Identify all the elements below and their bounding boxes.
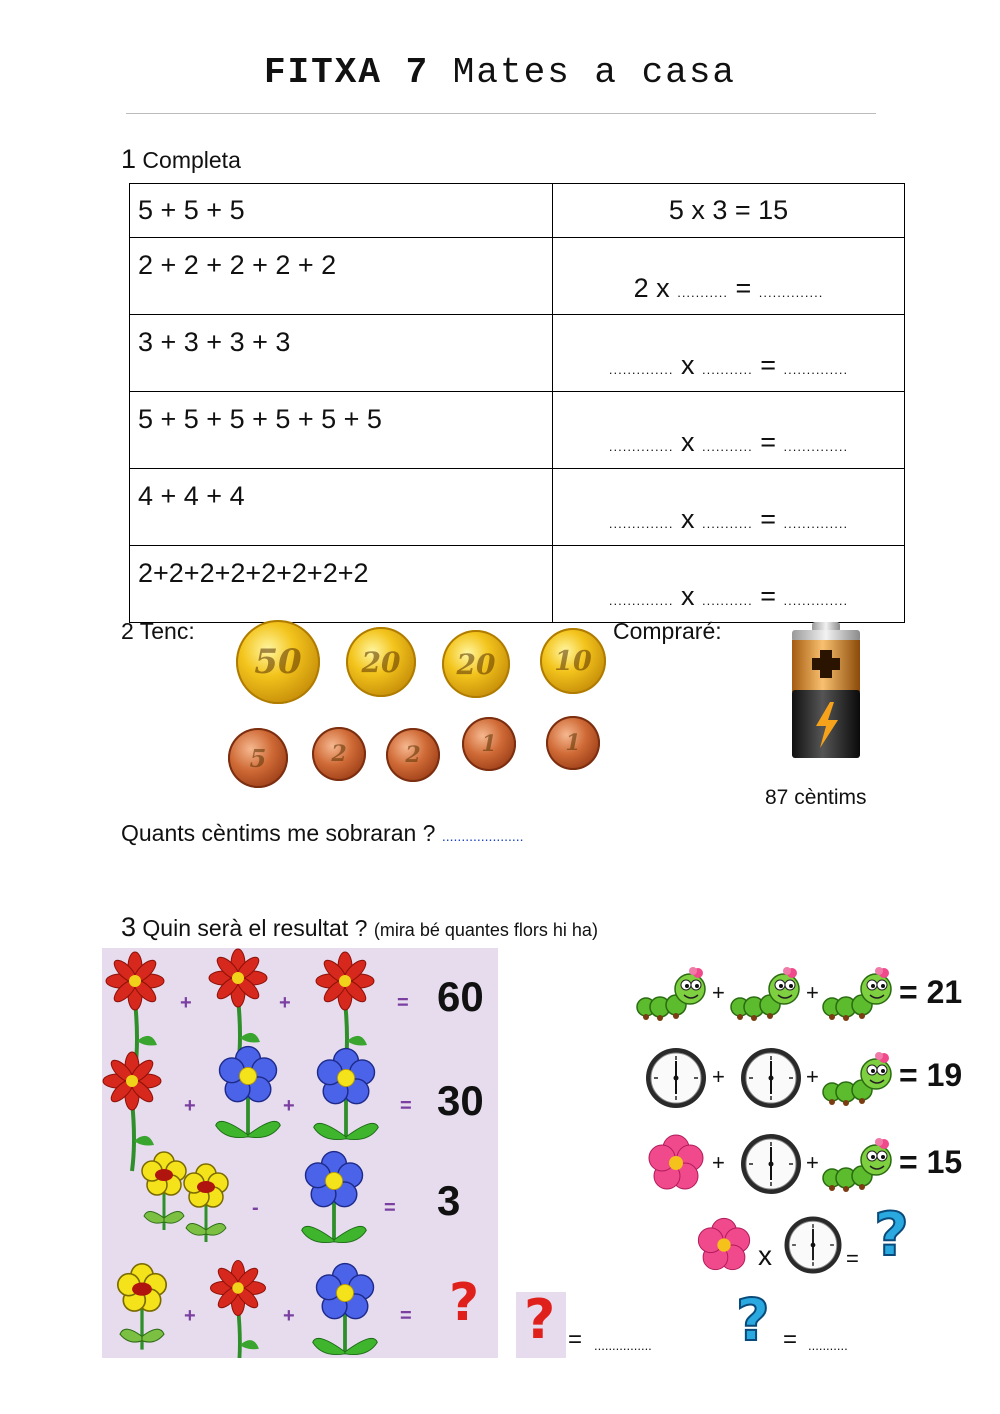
equals-sign: = (568, 1326, 583, 1353)
operator: + (180, 992, 192, 1014)
answer-cell[interactable]: .............. x ........... = .............. (553, 469, 905, 546)
section3-heading: 3 Quin serà el resultat ? (mira bé quantes flors hi ha) (121, 912, 598, 942)
operator: + (279, 992, 291, 1014)
coin-50-cent: 50 (236, 620, 320, 704)
coin-1-cent: 1 (546, 716, 600, 770)
coin-2-cent: 2 (386, 728, 440, 782)
battery-price: 87 cèntims (765, 786, 867, 809)
table-row (130, 392, 905, 469)
blank-result[interactable]: .............. (783, 516, 849, 531)
operator: + (712, 980, 725, 1005)
blank-result[interactable]: .............. (783, 593, 849, 608)
sum-cell: 5 + 5 + 5 (130, 184, 553, 238)
answer-blank[interactable]: ........... (808, 1338, 848, 1353)
result-value: 3 (437, 1177, 461, 1224)
operator: = (400, 1305, 412, 1327)
table-row (130, 315, 905, 392)
clock-icon (741, 1048, 801, 1108)
battery-icon (786, 620, 866, 764)
result-value: = 21 (899, 974, 963, 1010)
sum-cell: 4 + 4 + 4 (130, 469, 553, 546)
blank-factor[interactable]: .............. (608, 439, 674, 454)
sum-cell: 5 + 5 + 5 + 5 + 5 + 5 (130, 392, 553, 469)
blank-factor[interactable]: .............. (608, 516, 674, 531)
coin-10-cent: 10 (540, 628, 606, 694)
blank-factor[interactable]: ........... (677, 285, 728, 300)
operator: + (283, 1095, 295, 1117)
blank-factor[interactable]: ........... (701, 362, 753, 377)
answer-cell[interactable]: .............. x ........... = .............. (553, 392, 905, 469)
yellow-flower-icon (184, 1164, 228, 1242)
caterpillar-icon (823, 967, 891, 1021)
clock-icon (785, 1217, 842, 1274)
coin-5-cent: 5 (228, 728, 288, 788)
multiplication-table (129, 183, 905, 623)
page-title: FITXA 7 Mates a casa (263, 52, 737, 93)
result-value: = 15 (899, 1144, 963, 1180)
operator: = (397, 992, 409, 1014)
blank-result[interactable]: .............. (758, 285, 824, 300)
operator: + (712, 1150, 725, 1175)
blank-result[interactable]: .............. (783, 439, 849, 454)
unknown-question-icon: ? (449, 1273, 480, 1333)
question-icon: ? (524, 1288, 556, 1351)
operator: + (184, 1095, 196, 1117)
operator: + (806, 1150, 819, 1175)
blue-flower-icon (302, 1152, 367, 1243)
answer-cell[interactable]: .............. x ........... = .............. (553, 315, 905, 392)
blue-flower-icon (313, 1264, 378, 1355)
blue-flower-icon (314, 1049, 379, 1140)
blank-factor[interactable]: .............. (608, 593, 674, 608)
operator: = (846, 1246, 859, 1271)
caterpillar-icon (823, 1138, 891, 1192)
red-flower-icon (210, 1260, 265, 1358)
table-row (130, 184, 905, 238)
operator: = (400, 1095, 412, 1117)
red-flower-icon (209, 949, 267, 1068)
caterpillar-icon (731, 967, 799, 1021)
blank-factor[interactable]: ........... (701, 516, 753, 531)
sum-cell: 3 + 3 + 3 + 3 (130, 315, 553, 392)
operator: + (806, 980, 819, 1005)
title-divider (126, 113, 876, 114)
table-row (130, 469, 905, 546)
pink-flower-icon (649, 1135, 703, 1189)
pink-flower-icon (698, 1218, 749, 1269)
sum-cell: 2 + 2 + 2 + 2 + 2 (130, 238, 553, 315)
yellow-flower-icon (142, 1152, 186, 1230)
answer-blank[interactable]: ................ (594, 1338, 652, 1353)
clock-icon (646, 1048, 706, 1108)
result-value: 60 (437, 973, 484, 1020)
operator: + (184, 1305, 196, 1327)
result-value: 30 (437, 1077, 484, 1124)
yellow-flower-icon (118, 1264, 166, 1350)
equals-sign: = (783, 1326, 798, 1353)
blank-factor[interactable]: ........... (701, 593, 753, 608)
clock-icon (741, 1134, 801, 1194)
answer-cell[interactable]: .............. x ........... = .............. (553, 546, 905, 623)
section2-comprare: Compraré: (613, 618, 722, 644)
section1-heading: 1 Completa (121, 144, 241, 174)
picture-equations (632, 955, 892, 1285)
red-flower-icon (103, 1052, 161, 1171)
answer-cell[interactable]: 2 x ........... = .............. (553, 238, 905, 315)
blank-factor[interactable]: .............. (608, 362, 674, 377)
blue-flower-icon (216, 1047, 281, 1138)
section2-tenc: 2 Tenc: (121, 618, 195, 644)
coin-1-cent: 1 (462, 717, 516, 771)
question-leftover: Quants cèntims me sobraran ? ..................... (121, 820, 524, 846)
answer-blank[interactable]: ..................... (441, 828, 524, 844)
blank-result[interactable]: .............. (783, 362, 849, 377)
operator: - (252, 1197, 259, 1219)
table-row (130, 546, 905, 623)
table-row (130, 238, 905, 315)
blank-factor[interactable]: ........... (701, 439, 753, 454)
coin-20-cent: 20 (442, 630, 510, 698)
operator: = (384, 1197, 396, 1219)
operator: + (283, 1305, 295, 1327)
result-value: = 19 (899, 1057, 963, 1093)
operator: + (712, 1064, 725, 1089)
question-icon: ? (736, 1286, 770, 1354)
coin-2-cent: 2 (312, 727, 366, 781)
answer-cell: 5 x 3 = 15 (553, 184, 905, 238)
caterpillar-icon (637, 967, 705, 1021)
sum-cell: 2+2+2+2+2+2+2+2 (130, 546, 553, 623)
operator: + (806, 1064, 819, 1089)
operator: x (758, 1240, 772, 1271)
unknown-question-icon: ? (874, 1200, 909, 1270)
coin-20-cent: 20 (346, 627, 416, 697)
caterpillar-icon (823, 1052, 891, 1106)
